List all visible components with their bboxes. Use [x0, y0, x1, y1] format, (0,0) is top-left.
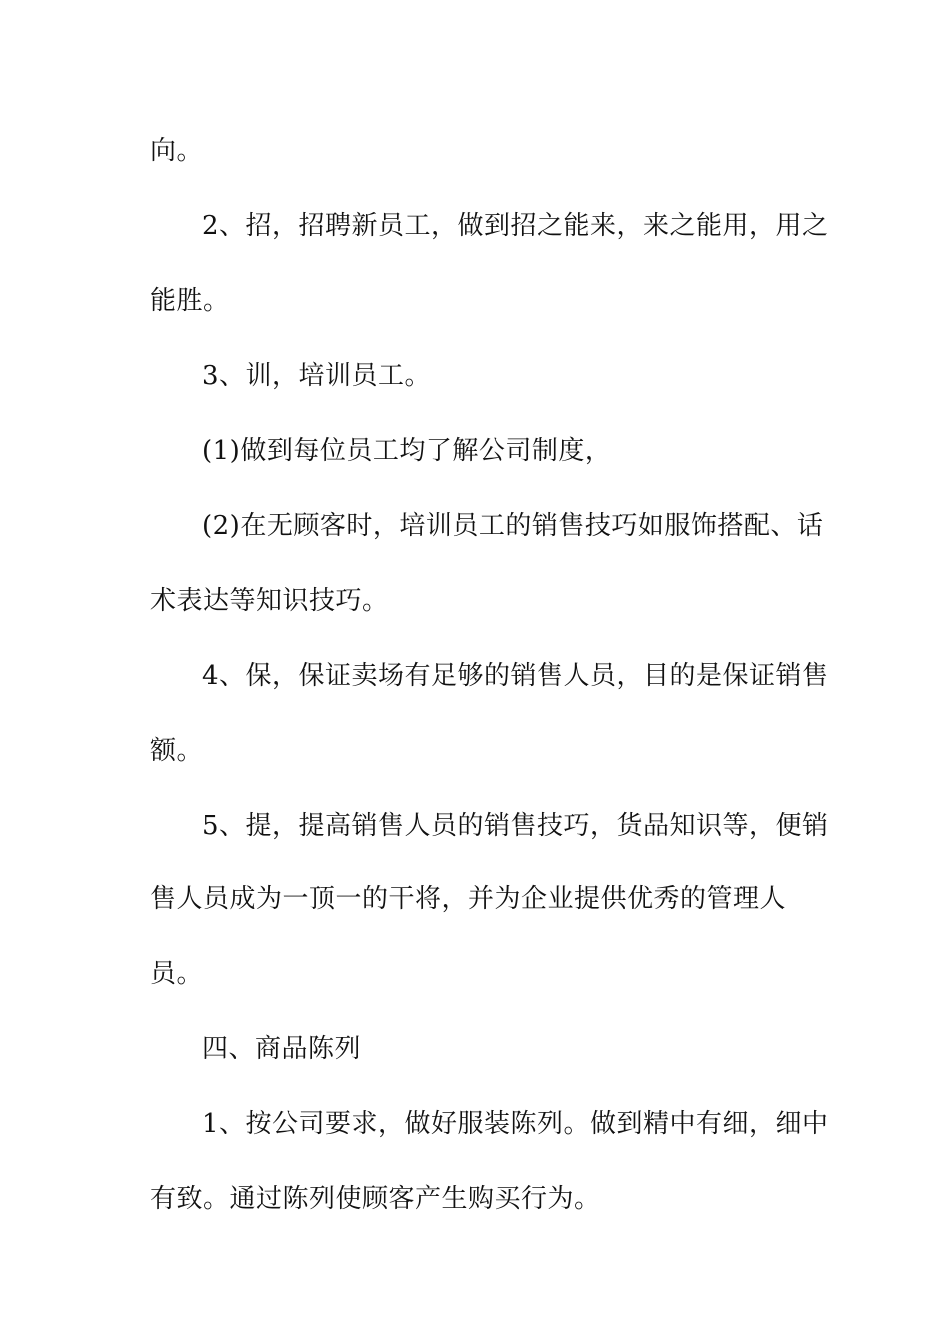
paragraph-line: 售人员成为一顶一的干将，并为企业提供优秀的管理人 [150, 884, 787, 914]
paragraph-line: 3、训，培训员工。 [202, 361, 432, 391]
section-heading: 四、商品陈列 [202, 1034, 362, 1064]
paragraph-line: 术表达等知识技巧。 [150, 586, 389, 616]
paragraph-line: 能胜。 [150, 286, 230, 316]
paragraph-line: (1)做到每位员工均了解公司制度， [202, 436, 612, 466]
paragraph-line: 1、按公司要求，做好服装陈列。做到精中有细，细中 [202, 1109, 829, 1139]
paragraph-line: 2、招，招聘新员工，做到招之能来，来之能用，用之 [202, 211, 829, 241]
paragraph-line: 员。 [150, 959, 204, 989]
paragraph-line: 5、提，提高销售人员的销售技巧，货品知识等，便销 [202, 811, 829, 841]
paragraph-line: 向。 [150, 136, 204, 166]
paragraph-line: (2)在无顾客时，培训员工的销售技巧如服饰搭配、话 [202, 511, 824, 541]
paragraph-line: 4、保，保证卖场有足够的销售人员，目的是保证销售 [202, 661, 829, 691]
paragraph-line: 额。 [150, 736, 204, 766]
paragraph-line: 有致。通过陈列使顾客产生购买行为。 [150, 1184, 601, 1214]
